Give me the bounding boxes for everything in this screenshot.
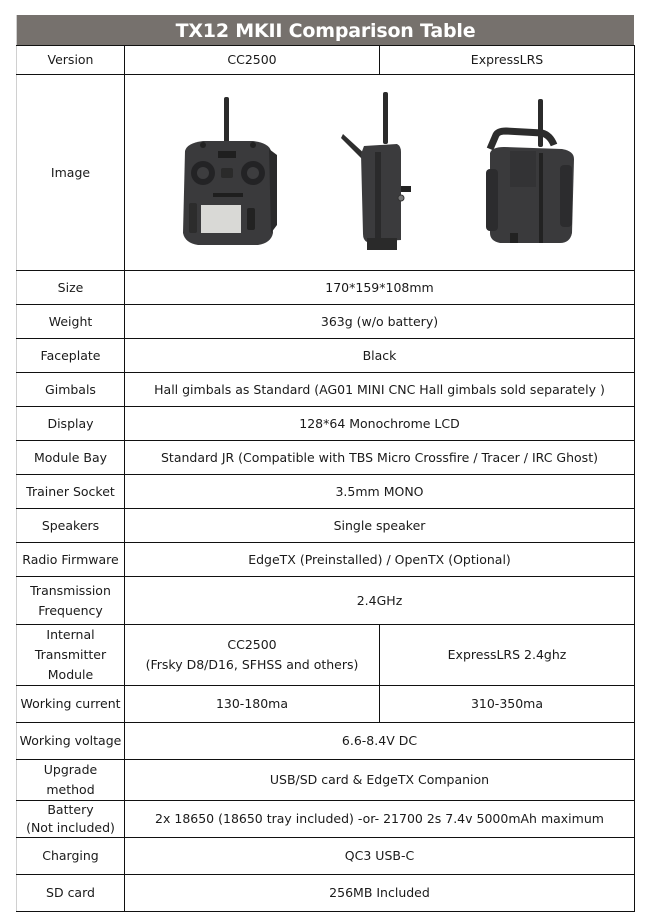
table-row-radio-firmware: [17, 543, 635, 577]
row-value: 2x 18650 (18650 tray included) -or- 21700 2s 7.4v 5000mAh maximum: [125, 801, 635, 838]
row-label: Trainer Socket: [17, 475, 125, 509]
product-images: [125, 75, 635, 271]
table-row-faceplate: [17, 339, 635, 373]
row-label: Gimbals: [17, 373, 125, 407]
table-row-display: [17, 407, 635, 441]
table-title: TX12 MKII Comparison Table: [16, 15, 634, 46]
row-value-expresslrs: ExpressLRS 2.4ghz: [380, 625, 635, 686]
table-row-working-current: [17, 686, 635, 723]
row-label: Charging: [17, 838, 125, 875]
row-label: Image: [17, 75, 125, 271]
comparison-table: [16, 45, 635, 912]
row-value: 170*159*108mm: [125, 271, 635, 305]
table-row-internal-module: [17, 625, 635, 686]
row-label: Radio Firmware: [17, 543, 125, 577]
table-row-weight: [17, 305, 635, 339]
row-label-line: Battery: [47, 802, 94, 817]
table-row-upgrade-method: [17, 760, 635, 801]
table-row-transmission-frequency: [17, 577, 635, 625]
table-row-sd-card: [17, 875, 635, 912]
column-header-cc2500: CC2500: [125, 46, 380, 75]
table-row-size: [17, 271, 635, 305]
transmitter-back-image: [476, 93, 586, 253]
row-value: 128*64 Monochrome LCD: [125, 407, 635, 441]
row-value: Standard JR (Compatible with TBS Micro Crossfire / Tracer / IRC Ghost): [125, 441, 635, 475]
row-label: SD card: [17, 875, 125, 912]
row-value: 6.6-8.4V DC: [125, 723, 635, 760]
column-header-expresslrs: ExpressLRS: [380, 46, 635, 75]
row-label: [17, 577, 125, 625]
table-row-battery: [17, 801, 635, 838]
row-label: [17, 625, 125, 686]
row-label-line: Transmitter: [34, 647, 107, 662]
row-value-cc2500: [125, 625, 380, 686]
row-label: Speakers: [17, 509, 125, 543]
row-value: Single speaker: [125, 509, 635, 543]
table-row-trainer-socket: [17, 475, 635, 509]
row-label: Weight: [17, 305, 125, 339]
row-value-cc2500: 130-180ma: [125, 686, 380, 723]
table-row-module-bay: [17, 441, 635, 475]
row-label: Module Bay: [17, 441, 125, 475]
row-label-line: Module: [47, 667, 94, 682]
table-row-gimbals: [17, 373, 635, 407]
table-row-version: [17, 46, 635, 75]
row-label: Working current: [17, 686, 125, 723]
row-value: Black: [125, 339, 635, 373]
row-value: QC3 USB-C: [125, 838, 635, 875]
row-value: USB/SD card & EdgeTX Companion: [125, 760, 635, 801]
row-label: Upgrade method: [17, 760, 125, 801]
row-label-line: Internal: [46, 627, 95, 642]
row-value: 3.5mm MONO: [125, 475, 635, 509]
row-label: Faceplate: [17, 339, 125, 373]
table-row-charging: [17, 838, 635, 875]
transmitter-side-image: [339, 90, 419, 255]
row-value: 2.4GHz: [125, 577, 635, 625]
row-label: Version: [17, 46, 125, 75]
value-line: CC2500: [227, 637, 277, 652]
row-label-line: (Not included): [26, 820, 115, 835]
row-value-expresslrs: 310-350ma: [380, 686, 635, 723]
row-label-line: Transmission: [30, 582, 111, 598]
table-row-working-voltage: [17, 723, 635, 760]
row-value: 363g (w/o battery): [125, 305, 635, 339]
row-value: 256MB Included: [125, 875, 635, 912]
value-line: (Frsky D8/D16, SFHSS and others): [145, 657, 359, 672]
table-row-image: [17, 75, 635, 271]
row-label: Display: [17, 407, 125, 441]
row-value: EdgeTX (Preinstalled) / OpenTX (Optional): [125, 543, 635, 577]
row-label: [17, 801, 125, 838]
transmitter-front-image: [173, 93, 283, 253]
row-value: Hall gimbals as Standard (AG01 MINI CNC Hall gimbals sold separately ): [125, 373, 635, 407]
row-label-line: Frequency: [38, 602, 103, 618]
row-label: Working voltage: [17, 723, 125, 760]
row-label: Size: [17, 271, 125, 305]
table-row-speakers: [17, 509, 635, 543]
